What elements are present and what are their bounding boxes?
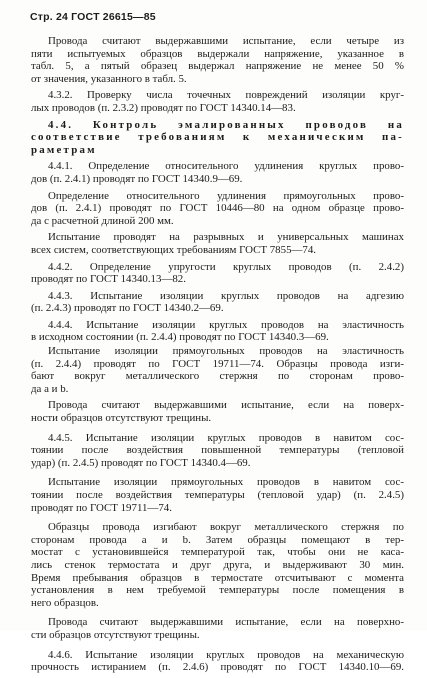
text-line: 4.4.5. Испытание изоляции круглых проводов в навитом сос- [48,431,404,444]
paragraph [31,319,404,344]
paragraph [31,35,404,85]
paragraph [31,521,404,609]
text-line: 4.4.1. Определение относительного удлинения круглых прово- [48,160,404,173]
text-line: 4.4.4. Испытание изоляции круглых проводов на эластичность [48,318,404,331]
text-line: всех систем, соответствующих требованиям ГОСТ 7855—74. [31,243,317,256]
text-line: прочность истиранием (п. 2.4.6) проводят по ГОСТ 14340.10—69. [31,661,404,674]
section-heading [31,119,404,157]
text-line: него образцов. [31,596,99,609]
text-line: от значения, указанного в табл. 5. [31,72,187,85]
paragraph [31,432,404,470]
paragraph [31,616,404,641]
text-line: пяти испытуемых образцов выдержали напряжение, указанное в [31,47,404,60]
text-line: сторонам провода а и b. Затем образцы помещают в тер- [31,533,404,546]
text-line: в исходном состоянии (п. 2.4.4) проводят по ГОСТ 14340.3—69. [31,331,329,344]
page-header: Стр. 24 ГОСТ 26615—85 [30,11,156,23]
paragraph [31,190,404,228]
text-line: Провода считают выдержавшими испытание, если на поверх- [48,399,404,412]
text-line: тоянии после воздействия температуры (тепловой удар) (п. 2.4.5) [31,489,404,501]
text-line: Провода считают выдержавшими испытание, если четыре из [48,35,404,47]
heading-line: соответствие требованиям к механическим па- [31,131,404,144]
text-line: Испытание проводят на разрывных и универсальных машинах [48,231,404,244]
text-line: бают вокруг металлического стержня по сторонам прово- [31,370,404,383]
paragraph [31,345,404,395]
paragraph [31,261,404,286]
paragraph [31,231,404,256]
text-line: тоянии после воздействия повышенной температуры (тепловой [31,444,404,457]
text-line: 4.4.6. Испытание изоляции круглых проводов на механическую [48,648,404,661]
text-line: Провода считают выдержавшими испытание, если на поверхно- [48,616,404,629]
text-line: табл. 5, а пятый образец выдержал напряжение не менее 50 % [31,60,404,73]
document-body [31,35,404,678]
text-line: Время пребывания образцов в термостате отсчитывают с момента [31,571,404,584]
text-line: Определение относительного удлинения прямоугольных прово- [48,189,404,202]
text-line: сти образцов отсутствуют трещины. [31,628,200,641]
paragraph [31,89,404,114]
text-line: лись стенок термостата и друг друга, и выдерживают 30 мин. [31,558,404,571]
paragraph [31,399,404,424]
heading-line: 4.4. Контроль эмалированных проводов на [48,118,404,131]
text-line: дов (п. 2.4.1) проводят по ГОСТ 14340.9—69. [31,172,243,185]
text-line: лых проводов (п. 2.3.2) проводят по ГОСТ 14340.14—83. [31,101,296,114]
text-line: установления в нем требуемой температуры после помещения в [31,584,404,597]
text-line: мостат с установившейся температурой так, чтобы они не каса- [31,546,404,559]
text-line: (п. 2.4.3) проводят по ГОСТ 14340.2—69. [31,302,224,315]
paragraph [31,290,404,315]
text-line: проводят по ГОСТ 14340.13—82. [31,273,186,286]
heading-line: раметрам [31,143,97,156]
paragraph [31,649,404,674]
text-line: Образцы провода изгибают вокруг металлического стержня по [48,521,404,534]
text-line: ности образцов отсутствуют трещины. [31,412,212,425]
text-line: удар) (п. 2.4.5) проводят по ГОСТ 14340.4—69. [31,456,251,469]
text-line: Испытание изоляции прямоугольных проводов на эластичность [48,345,404,358]
paragraph [31,476,404,514]
text-line: (п. 2.4.4) проводят по ГОСТ 19711—74. Образцы провода изги- [31,357,404,370]
text-line: проводят по ГОСТ 19711—74. [31,501,172,514]
text-line: Испытание изоляции прямоугольных проводов в навитом сос- [48,476,404,489]
text-line: 4.4.2. Определение упругости круглых проводов (п. 2.4.2) [48,260,404,273]
text-line: 4.4.3. Испытание изоляции круглых проводов на адгезию [48,289,404,302]
text-line: дов (п. 2.4.1) проводят по ГОСТ 10446—80 на одном образце прово- [31,202,404,215]
text-line: да с расчетной длиной 200 мм. [31,214,174,227]
paragraph [31,160,404,185]
text-line: да а и b. [31,382,69,395]
text-line: 4.3.2. Проверку числа точечных повреждений изоляции круг- [48,89,404,102]
